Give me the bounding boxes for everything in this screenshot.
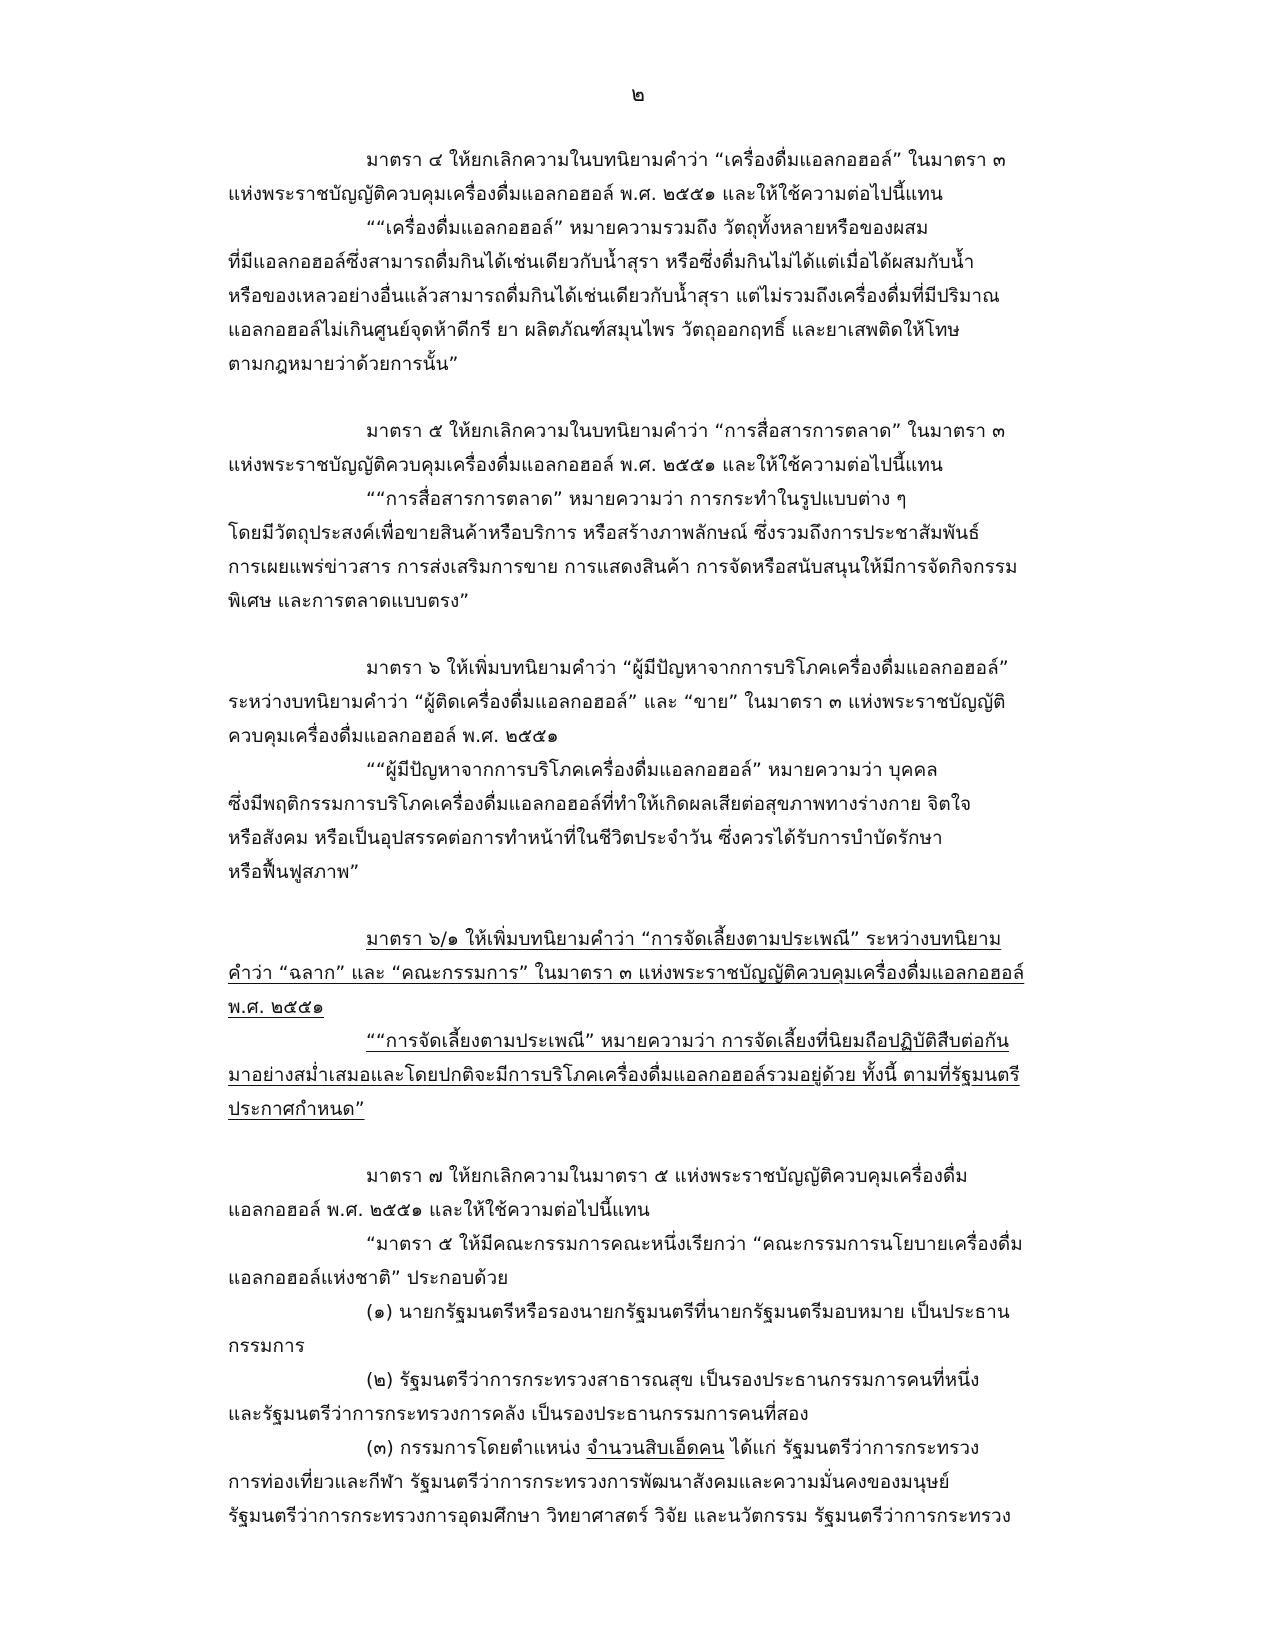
- line-text: โดยมีวัตถุประสงค์เพื่อขายสินค้าหรือบริการ หรือสร้างภาพลักษณ์ ซึ่งรวมถึงการประชาสัมพันธ์: [228, 522, 980, 544]
- text-line: [228, 550, 1048, 584]
- line-text: มาอย่างสม่ำเสมอและโดยปกติจะมีการบริโภคเครื่องดื่มแอลกอฮอล์รวมอยู่ด้วย ทั้งนี้ ตามที่รัฐมนตรี: [228, 1064, 1020, 1086]
- line-text: ““การจัดเลี้ยงตามประเพณี” หมายความว่า การจัดเลี้ยงที่นิยมถือปฏิบัติสืบต่อกัน: [366, 1030, 1010, 1052]
- text-line: [228, 1024, 1048, 1058]
- text-line: [228, 1329, 1048, 1363]
- section: [228, 651, 1048, 889]
- text-line: [228, 821, 1048, 855]
- text-line: [228, 414, 1048, 448]
- line-text: รัฐมนตรีว่าการกระทรวงการอุดมศึกษา วิทยาศาสตร์ วิจัย และนวัตกรรม รัฐมนตรีว่าการกระทรวง: [228, 1505, 1011, 1527]
- text-line: [228, 347, 1048, 381]
- text-line: [228, 787, 1048, 821]
- line-text: การท่องเที่ยวและกีฬา รัฐมนตรีว่าการกระทรวงการพัฒนาสังคมและความมั่นคงของมนุษย์: [228, 1471, 950, 1493]
- line-text: ““การสื่อสารการตลาด” หมายความว่า การกระทำในรูปแบบต่าง ๆ: [366, 488, 907, 510]
- line-text: หรือฟื้นฟูสภาพ”: [228, 861, 360, 883]
- line-text: ที่มีแอลกอฮอล์ซึ่งสามารถดื่มกินได้เช่นเดียวกับน้ำสุรา หรือซึ่งดื่มกินไม่ได้แต่เมื่อได้ผสมกับน้ำ: [228, 251, 975, 273]
- line-text: ควบคุมเครื่องดื่มแอลกอฮอล์ พ.ศ. ๒๕๕๑: [228, 725, 559, 747]
- text-line: [228, 1058, 1048, 1092]
- section: [228, 1159, 1048, 1533]
- line-text: มาตรา ๖ ให้เพิ่มบทนิยามคำว่า “ผู้มีปัญหาจากการบริโภคเครื่องดื่มแอลกอฮอล์”: [366, 657, 1009, 679]
- text-line: [228, 855, 1048, 889]
- text-line: [228, 1261, 1048, 1295]
- text-line: [228, 1193, 1048, 1227]
- page-number: ๒: [631, 82, 645, 106]
- text-line: [228, 584, 1048, 618]
- text-line: [228, 1465, 1048, 1499]
- underlined-text: จำนวนสิบเอ็ดคน: [586, 1437, 725, 1459]
- text-line: [228, 1227, 1048, 1261]
- text-line: [228, 685, 1048, 719]
- line-text: ซึ่งมีพฤติกรรมการบริโภคเครื่องดื่มแอลกอฮอล์ที่ทำให้เกิดผลเสียต่อสุขภาพทางร่างกาย จิตใจ: [228, 793, 972, 815]
- text-line: [228, 516, 1048, 550]
- section: [228, 414, 1048, 618]
- line-text: ระหว่างบทนิยามคำว่า “ผู้ติดเครื่องดื่มแอลกอฮอล์” และ “ขาย” ในมาตรา ๓ แห่งพระราชบัญญัติ: [228, 691, 1006, 713]
- text-line: [228, 753, 1048, 787]
- section-gap: [228, 1126, 1048, 1159]
- text-line: [228, 990, 1048, 1024]
- line-text: มาตรา ๕ ให้ยกเลิกความในบทนิยามคำว่า “การสื่อสารการตลาด” ในมาตรา ๓: [366, 420, 1006, 442]
- text-line: [228, 1295, 1048, 1329]
- text-line: [228, 482, 1048, 516]
- line-text: แอลกอฮอล์แห่งชาติ” ประกอบด้วย: [228, 1267, 509, 1289]
- text-line: [228, 211, 1048, 245]
- line-text: มาตรา ๖/๑ ให้เพิ่มบทนิยามคำว่า “การจัดเลี้ยงตามประเพณี” ระหว่างบทนิยาม: [366, 928, 1002, 950]
- section: [228, 922, 1048, 1126]
- line-text: (๑) นายกรัฐมนตรีหรือรองนายกรัฐมนตรีที่นายกรัฐมนตรีมอบหมาย เป็นประธาน: [366, 1301, 1010, 1323]
- line-text: หรือของเหลวอย่างอื่นแล้วสามารถดื่มกินได้เช่นเดียวกับน้ำสุรา แต่ไม่รวมถึงเครื่องดื่มที่มีปริมาณ: [228, 285, 1000, 307]
- section-gap: [228, 381, 1048, 414]
- text-line: [228, 1397, 1048, 1431]
- text-line: [228, 177, 1048, 211]
- line-text: ““ผู้มีปัญหาจากการบริโภคเครื่องดื่มแอลกอฮอล์” หมายความว่า บุคคล: [366, 759, 938, 781]
- line-text: มาตรา ๔ ให้ยกเลิกความในบทนิยามคำว่า “เครื่องดื่มแอลกอฮอล์” ในมาตรา ๓: [366, 149, 1006, 171]
- line-text: ประกาศกำหนด”: [228, 1098, 365, 1120]
- text-line: [228, 143, 1048, 177]
- text-line: [228, 651, 1048, 685]
- text-line: [228, 448, 1048, 482]
- section: [228, 143, 1048, 381]
- line-text: พิเศษ และการตลาดแบบตรง”: [228, 590, 470, 612]
- text-line: [228, 922, 1048, 956]
- text-line: [228, 1159, 1048, 1193]
- line-text: แห่งพระราชบัญญัติควบคุมเครื่องดื่มแอลกอฮอล์ พ.ศ. ๒๕๕๑ และให้ใช้ความต่อไปนี้แทน: [228, 183, 943, 205]
- line-text: (๒) รัฐมนตรีว่าการกระทรวงสาธารณสุข เป็นรองประธานกรรมการคนที่หนึ่ง: [366, 1369, 980, 1391]
- line-text: แห่งพระราชบัญญัติควบคุมเครื่องดื่มแอลกอฮอล์ พ.ศ. ๒๕๕๑ และให้ใช้ความต่อไปนี้แทน: [228, 454, 943, 476]
- text-line: [228, 245, 1048, 279]
- section-gap: [228, 889, 1048, 922]
- line-text: (๓) กรรมการโดยตำแหน่ง: [366, 1437, 587, 1459]
- text-line: [228, 279, 1048, 313]
- section-gap: [228, 618, 1048, 651]
- line-text: แอลกอฮอล์ไม่เกินศูนย์จุดห้าดีกรี ยา ผลิตภัณฑ์สมุนไพร วัตถุออกฤทธิ์ และยาเสพติดให้โทษ: [228, 319, 960, 341]
- document-body: [228, 143, 1048, 1533]
- line-text: แอลกอฮอล์ พ.ศ. ๒๕๕๑ และให้ใช้ความต่อไปนี้แทน: [228, 1199, 650, 1221]
- text-line: [228, 1499, 1048, 1533]
- line-text: และรัฐมนตรีว่าการกระทรวงการคลัง เป็นรองประธานกรรมการคนที่สอง: [228, 1403, 809, 1425]
- text-line: [228, 719, 1048, 753]
- line-text: คำว่า “ฉลาก” และ “คณะกรรมการ” ในมาตรา ๓ แห่งพระราชบัญญัติควบคุมเครื่องดื่มแอลกอฮอล์: [228, 962, 1025, 984]
- text-line: [228, 1431, 1048, 1465]
- line-text: ““เครื่องดื่มแอลกอฮอล์” หมายความรวมถึง วัตถุทั้งหลายหรือของผสม: [366, 217, 929, 239]
- line-text: พ.ศ. ๒๕๕๑: [228, 996, 325, 1018]
- text-line: [228, 313, 1048, 347]
- text-line: [228, 1092, 1048, 1126]
- text-line: [228, 956, 1048, 990]
- line-text-after: ได้แก่ รัฐมนตรีว่าการกระทรวง: [724, 1437, 980, 1459]
- line-text: หรือสังคม หรือเป็นอุปสรรคต่อการทำหน้าที่ในชีวิตประจำวัน ซึ่งควรได้รับการบำบัดรักษา: [228, 827, 943, 849]
- line-text: กรรมการ: [228, 1335, 305, 1357]
- line-text: “มาตรา ๕ ให้มีคณะกรรมการคณะหนึ่งเรียกว่า “คณะกรรมการนโยบายเครื่องดื่ม: [366, 1233, 1023, 1255]
- line-text: ตามกฎหมายว่าด้วยการนั้น”: [228, 353, 459, 375]
- text-line: [228, 1363, 1048, 1397]
- line-text: การเผยแพร่ข่าวสาร การส่งเสริมการขาย การแสดงสินค้า การจัดหรือสนับสนุนให้มีการจัดกิจกรรม: [228, 556, 1018, 578]
- line-text: มาตรา ๗ ให้ยกเลิกความในมาตรา ๕ แห่งพระราชบัญญัติควบคุมเครื่องดื่ม: [366, 1165, 968, 1187]
